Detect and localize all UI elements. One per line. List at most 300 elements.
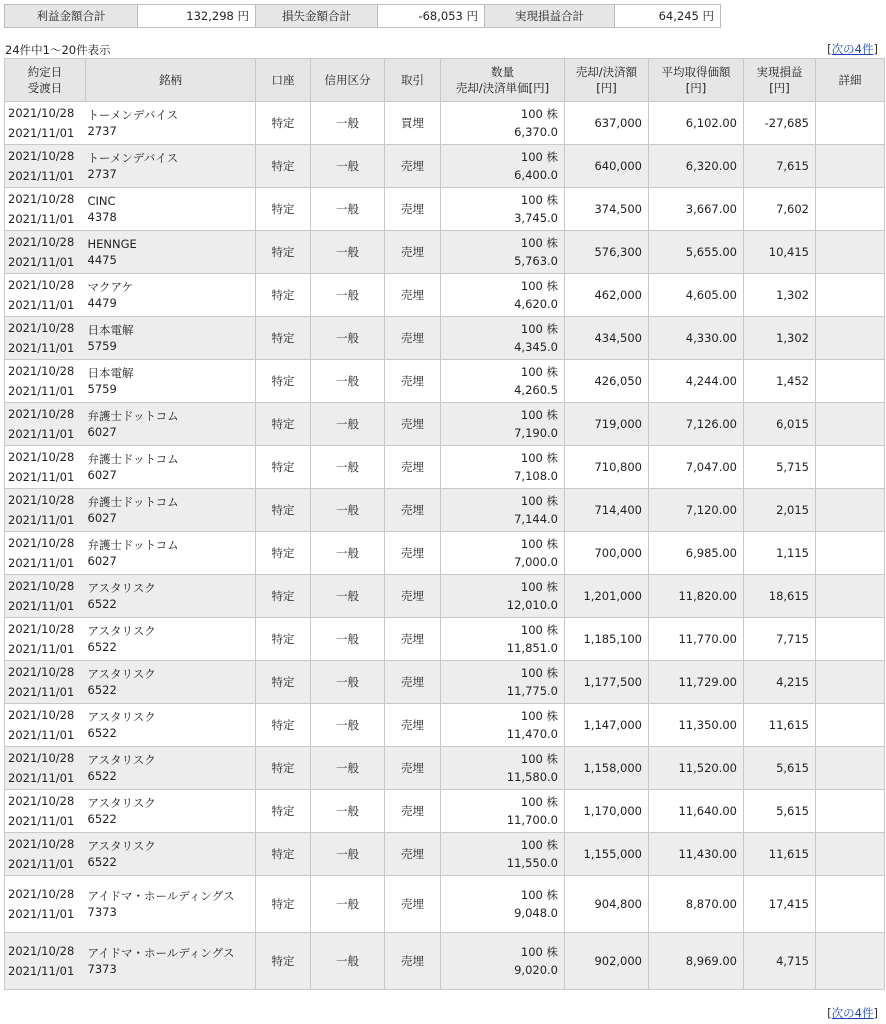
security-name: アスタリスク <box>87 839 156 853</box>
security-name: アスタリスク <box>87 710 156 724</box>
security-code: 6522 <box>87 640 117 654</box>
settlement-amount: 1,155,000 <box>565 833 649 876</box>
avg-acquisition-price: 11,430.00 <box>649 833 744 876</box>
date-cell <box>5 360 86 403</box>
trade-date: 2021/10/28 <box>8 536 75 550</box>
avg-acquisition-price: 11,520.00 <box>649 747 744 790</box>
avg-acquisition-price: 6,320.00 <box>649 145 744 188</box>
security-code: 2737 <box>87 124 117 138</box>
quantity: 100 株 <box>520 888 558 902</box>
detail-cell <box>816 145 885 188</box>
avg-acquisition-price: 8,969.00 <box>649 933 744 990</box>
detail-cell <box>816 317 885 360</box>
realized-pl: 4,715 <box>744 933 816 990</box>
next-page-link[interactable]: 次の4件 <box>831 42 874 56</box>
trade-type: 売埋 <box>385 933 441 990</box>
trade-type: 売埋 <box>385 661 441 704</box>
credit-type: 一般 <box>311 145 385 188</box>
security-cell <box>86 446 256 489</box>
trade-date: 2021/10/28 <box>8 944 75 958</box>
security-code: 7373 <box>87 905 117 919</box>
avg-acquisition-price: 5,655.00 <box>649 231 744 274</box>
unit-price: 7,108.0 <box>514 469 558 483</box>
account-type: 特定 <box>256 403 311 446</box>
unit-price: 11,470.0 <box>506 727 558 741</box>
credit-type: 一般 <box>311 317 385 360</box>
realized-pl: 2,015 <box>744 489 816 532</box>
quantity: 100 株 <box>520 795 558 809</box>
trade-date: 2021/10/28 <box>8 106 75 120</box>
avg-acquisition-price: 4,244.00 <box>649 360 744 403</box>
unit-price: 4,260.5 <box>514 383 558 397</box>
security-cell <box>86 933 256 990</box>
security-cell <box>86 489 256 532</box>
credit-type: 一般 <box>311 102 385 145</box>
quantity: 100 株 <box>520 408 558 422</box>
realized-pl: 10,415 <box>744 231 816 274</box>
settlement-amount: 462,000 <box>565 274 649 317</box>
realized-pl: 5,615 <box>744 790 816 833</box>
trade-type: 売埋 <box>385 446 441 489</box>
quantity: 100 株 <box>520 666 558 680</box>
settlement-amount: 1,147,000 <box>565 704 649 747</box>
security-cell <box>86 403 256 446</box>
detail-cell <box>816 102 885 145</box>
quantity: 100 株 <box>520 838 558 852</box>
unit-price: 5,763.0 <box>514 254 558 268</box>
account-type: 特定 <box>256 489 311 532</box>
account-type: 特定 <box>256 933 311 990</box>
date-cell <box>5 446 86 489</box>
avg-acquisition-price: 11,729.00 <box>649 661 744 704</box>
trade-date: 2021/10/28 <box>8 321 75 335</box>
date-cell <box>5 317 86 360</box>
account-type: 特定 <box>256 532 311 575</box>
detail-cell <box>816 403 885 446</box>
unit-price: 11,550.0 <box>506 856 558 870</box>
trade-date: 2021/10/28 <box>8 364 75 378</box>
settlement-amount: 714,400 <box>565 489 649 532</box>
trade-type: 売埋 <box>385 704 441 747</box>
trade-date: 2021/10/28 <box>8 450 75 464</box>
realized-pl: 7,602 <box>744 188 816 231</box>
settle-date: 2021/11/01 <box>8 964 75 978</box>
quantity: 100 株 <box>520 236 558 250</box>
settlement-amount: 1,185,100 <box>565 618 649 661</box>
security-code: 6522 <box>87 769 117 783</box>
trade-type: 売埋 <box>385 575 441 618</box>
table-row <box>5 317 885 360</box>
security-code: 6027 <box>87 425 117 439</box>
account-type: 特定 <box>256 317 311 360</box>
trade-type: 売埋 <box>385 403 441 446</box>
security-name: CINC <box>87 194 116 208</box>
account-type: 特定 <box>256 360 311 403</box>
avg-acquisition-price: 4,330.00 <box>649 317 744 360</box>
security-name: 日本電解 <box>87 323 134 337</box>
trade-date: 2021/10/28 <box>8 837 75 851</box>
detail-cell <box>816 618 885 661</box>
date-cell <box>5 575 86 618</box>
trade-date: 2021/10/28 <box>8 794 75 808</box>
trade-type: 売埋 <box>385 876 441 933</box>
security-name: 弁護士ドットコム <box>87 495 179 509</box>
trade-date: 2021/10/28 <box>8 493 75 507</box>
detail-cell <box>816 532 885 575</box>
avg-acquisition-price: 7,120.00 <box>649 489 744 532</box>
detail-cell <box>816 489 885 532</box>
date-cell <box>5 833 86 876</box>
trade-date: 2021/10/28 <box>8 192 75 206</box>
header-realized-pl: 実現損益 [円] <box>744 59 816 102</box>
quantity: 100 株 <box>520 365 558 379</box>
avg-acquisition-price: 11,350.00 <box>649 704 744 747</box>
table-row <box>5 489 885 532</box>
header-name: 銘柄 <box>86 59 256 102</box>
realized-pl: 1,115 <box>744 532 816 575</box>
realized-pl: 7,715 <box>744 618 816 661</box>
unit-price: 6,370.0 <box>514 125 558 139</box>
credit-type: 一般 <box>311 833 385 876</box>
security-code: 5759 <box>87 382 117 396</box>
qty-price-cell <box>441 317 565 360</box>
credit-type: 一般 <box>311 188 385 231</box>
account-type: 特定 <box>256 188 311 231</box>
realized-total-value: 64,245 円 <box>615 5 721 28</box>
trade-type: 売埋 <box>385 489 441 532</box>
qty-price-cell <box>441 403 565 446</box>
settle-date: 2021/11/01 <box>8 169 75 183</box>
quantity: 100 株 <box>520 945 558 959</box>
settle-date: 2021/11/01 <box>8 642 75 656</box>
quantity: 100 株 <box>520 494 558 508</box>
settlement-amount: 700,000 <box>565 532 649 575</box>
security-name: 日本電解 <box>87 366 134 380</box>
trade-date: 2021/10/28 <box>8 665 75 679</box>
security-cell <box>86 360 256 403</box>
security-code: 6522 <box>87 683 117 697</box>
security-code: 6522 <box>87 597 117 611</box>
qty-price-cell <box>441 446 565 489</box>
security-cell <box>86 661 256 704</box>
detail-cell <box>816 575 885 618</box>
result-count: 24件中1～20件表示 <box>5 43 111 57</box>
trade-type: 売埋 <box>385 317 441 360</box>
detail-cell <box>816 446 885 489</box>
account-type: 特定 <box>256 876 311 933</box>
realized-pl: 1,452 <box>744 360 816 403</box>
settle-date: 2021/11/01 <box>8 599 75 613</box>
settle-date: 2021/11/01 <box>8 771 75 785</box>
pagination-top: [次の4件] <box>827 42 878 56</box>
settlement-amount: 710,800 <box>565 446 649 489</box>
trade-type: 売埋 <box>385 833 441 876</box>
security-cell <box>86 575 256 618</box>
account-type: 特定 <box>256 274 311 317</box>
security-name: アイドマ・ホールディングス <box>87 946 235 960</box>
quantity: 100 株 <box>520 623 558 637</box>
settlement-amount: 1,170,000 <box>565 790 649 833</box>
credit-type: 一般 <box>311 618 385 661</box>
detail-cell <box>816 704 885 747</box>
account-type: 特定 <box>256 618 311 661</box>
credit-type: 一般 <box>311 790 385 833</box>
account-type: 特定 <box>256 575 311 618</box>
settle-date: 2021/11/01 <box>8 685 75 699</box>
qty-price-cell <box>441 933 565 990</box>
avg-acquisition-price: 4,605.00 <box>649 274 744 317</box>
quantity: 100 株 <box>520 709 558 723</box>
header-dates: 約定日 受渡日 <box>5 59 86 102</box>
unit-price: 7,190.0 <box>514 426 558 440</box>
date-cell <box>5 145 86 188</box>
avg-acquisition-price: 7,047.00 <box>649 446 744 489</box>
trade-type: 売埋 <box>385 231 441 274</box>
trade-type: 売埋 <box>385 360 441 403</box>
avg-acquisition-price: 11,640.00 <box>649 790 744 833</box>
security-cell <box>86 188 256 231</box>
trade-history-table <box>4 58 885 990</box>
trade-type: 売埋 <box>385 188 441 231</box>
credit-type: 一般 <box>311 532 385 575</box>
settle-date: 2021/11/01 <box>8 907 75 921</box>
unit-price: 12,010.0 <box>506 598 558 612</box>
header-account: 口座 <box>256 59 311 102</box>
table-row <box>5 360 885 403</box>
unit-price: 4,620.0 <box>514 297 558 311</box>
header-trade: 取引 <box>385 59 441 102</box>
realized-pl: 5,715 <box>744 446 816 489</box>
qty-price-cell <box>441 661 565 704</box>
security-code: 6522 <box>87 812 117 826</box>
detail-cell <box>816 933 885 990</box>
summary-bar <box>4 4 721 28</box>
realized-pl: 17,415 <box>744 876 816 933</box>
trade-type: 売埋 <box>385 790 441 833</box>
settle-date: 2021/11/01 <box>8 427 75 441</box>
loss-total-label: 損失金額合計 <box>256 5 378 28</box>
realized-pl: 11,615 <box>744 704 816 747</box>
security-name: 弁護士ドットコム <box>87 452 179 466</box>
credit-type: 一般 <box>311 360 385 403</box>
credit-type: 一般 <box>311 575 385 618</box>
loss-total-value: -68,053 円 <box>378 5 485 28</box>
security-cell <box>86 704 256 747</box>
profit-total-label: 利益金額合計 <box>5 5 138 28</box>
qty-price-cell <box>441 145 565 188</box>
quantity: 100 株 <box>520 451 558 465</box>
realized-pl: 5,615 <box>744 747 816 790</box>
qty-price-cell <box>441 704 565 747</box>
security-name: アイドマ・ホールディングス <box>87 889 235 903</box>
pagination-bottom: [次の4件] <box>827 1006 878 1020</box>
quantity: 100 株 <box>520 752 558 766</box>
security-code: 6027 <box>87 511 117 525</box>
account-type: 特定 <box>256 833 311 876</box>
table-row <box>5 532 885 575</box>
detail-cell <box>816 876 885 933</box>
table-row <box>5 403 885 446</box>
table-row <box>5 274 885 317</box>
quantity: 100 株 <box>520 279 558 293</box>
quantity: 100 株 <box>520 537 558 551</box>
table-body <box>5 102 885 990</box>
security-name: マクアケ <box>87 280 134 294</box>
security-code: 4479 <box>87 296 117 310</box>
realized-pl: 1,302 <box>744 317 816 360</box>
account-type: 特定 <box>256 661 311 704</box>
avg-acquisition-price: 11,820.00 <box>649 575 744 618</box>
settlement-amount: 640,000 <box>565 145 649 188</box>
account-type: 特定 <box>256 446 311 489</box>
realized-pl: 1,302 <box>744 274 816 317</box>
credit-type: 一般 <box>311 231 385 274</box>
security-name: トーメンデバイス <box>87 151 179 165</box>
unit-price: 11,580.0 <box>506 770 558 784</box>
settle-date: 2021/11/01 <box>8 556 75 570</box>
unit-price: 11,851.0 <box>506 641 558 655</box>
settlement-amount: 902,000 <box>565 933 649 990</box>
trade-type: 売埋 <box>385 747 441 790</box>
credit-type: 一般 <box>311 403 385 446</box>
avg-acquisition-price: 7,126.00 <box>649 403 744 446</box>
credit-type: 一般 <box>311 446 385 489</box>
account-type: 特定 <box>256 145 311 188</box>
qty-price-cell <box>441 231 565 274</box>
settlement-amount: 374,500 <box>565 188 649 231</box>
security-code: 6522 <box>87 855 117 869</box>
header-credit: 信用区分 <box>311 59 385 102</box>
trade-type: 買埋 <box>385 102 441 145</box>
unit-price: 4,345.0 <box>514 340 558 354</box>
trade-date: 2021/10/28 <box>8 149 75 163</box>
detail-cell <box>816 661 885 704</box>
qty-price-cell <box>441 102 565 145</box>
trade-type: 売埋 <box>385 532 441 575</box>
security-code: 2737 <box>87 167 117 181</box>
trade-type: 売埋 <box>385 145 441 188</box>
table-row <box>5 933 885 990</box>
trade-date: 2021/10/28 <box>8 708 75 722</box>
security-cell <box>86 317 256 360</box>
trade-date: 2021/10/28 <box>8 622 75 636</box>
security-cell <box>86 876 256 933</box>
detail-cell <box>816 274 885 317</box>
realized-pl: 4,215 <box>744 661 816 704</box>
security-code: 4378 <box>87 210 117 224</box>
settlement-amount: 637,000 <box>565 102 649 145</box>
account-type: 特定 <box>256 231 311 274</box>
trade-date: 2021/10/28 <box>8 751 75 765</box>
table-row <box>5 231 885 274</box>
trade-type: 売埋 <box>385 274 441 317</box>
date-cell <box>5 933 86 990</box>
credit-type: 一般 <box>311 704 385 747</box>
table-header <box>5 59 885 102</box>
avg-acquisition-price: 3,667.00 <box>649 188 744 231</box>
qty-price-cell <box>441 747 565 790</box>
security-cell <box>86 231 256 274</box>
unit-price: 9,048.0 <box>514 906 558 920</box>
settlement-amount: 1,201,000 <box>565 575 649 618</box>
security-name: アスタリスク <box>87 796 156 810</box>
credit-type: 一般 <box>311 876 385 933</box>
security-cell <box>86 833 256 876</box>
credit-type: 一般 <box>311 274 385 317</box>
unit-price: 7,144.0 <box>514 512 558 526</box>
next-page-link[interactable]: 次の4件 <box>831 1006 874 1020</box>
account-type: 特定 <box>256 704 311 747</box>
credit-type: 一般 <box>311 747 385 790</box>
qty-price-cell <box>441 833 565 876</box>
qty-price-cell <box>441 489 565 532</box>
qty-price-cell <box>441 274 565 317</box>
date-cell <box>5 102 86 145</box>
realized-total-label: 実現損益合計 <box>485 5 615 28</box>
detail-cell <box>816 790 885 833</box>
settle-date: 2021/11/01 <box>8 212 75 226</box>
date-cell <box>5 661 86 704</box>
account-type: 特定 <box>256 102 311 145</box>
security-code: 4475 <box>87 253 117 267</box>
realized-pl: -27,685 <box>744 102 816 145</box>
unit-price: 9,020.0 <box>514 963 558 977</box>
security-cell <box>86 102 256 145</box>
quantity: 100 株 <box>520 150 558 164</box>
unit-price: 6,400.0 <box>514 168 558 182</box>
security-code: 6027 <box>87 468 117 482</box>
security-cell <box>86 618 256 661</box>
qty-price-cell <box>441 618 565 661</box>
unit-price: 3,745.0 <box>514 211 558 225</box>
trade-date: 2021/10/28 <box>8 407 75 421</box>
realized-pl: 18,615 <box>744 575 816 618</box>
settle-date: 2021/11/01 <box>8 470 75 484</box>
quantity: 100 株 <box>520 193 558 207</box>
quantity: 100 株 <box>520 322 558 336</box>
security-name: アスタリスク <box>87 624 156 638</box>
detail-cell <box>816 188 885 231</box>
date-cell <box>5 532 86 575</box>
trade-type: 売埋 <box>385 618 441 661</box>
settlement-amount: 904,800 <box>565 876 649 933</box>
security-name: 弁護士ドットコム <box>87 409 179 423</box>
unit-price: 11,700.0 <box>506 813 558 827</box>
table-row <box>5 833 885 876</box>
settlement-amount: 1,158,000 <box>565 747 649 790</box>
security-name: HENNGE <box>87 237 137 251</box>
credit-type: 一般 <box>311 933 385 990</box>
table-row <box>5 790 885 833</box>
header-avg-price: 平均取得価額 [円] <box>649 59 744 102</box>
unit-price: 7,000.0 <box>514 555 558 569</box>
security-name: 弁護士ドットコム <box>87 538 179 552</box>
table-row <box>5 704 885 747</box>
quantity: 100 株 <box>520 107 558 121</box>
date-cell <box>5 231 86 274</box>
settle-date: 2021/11/01 <box>8 255 75 269</box>
header-amount: 売却/決済額 [円] <box>565 59 649 102</box>
qty-price-cell <box>441 575 565 618</box>
settle-date: 2021/11/01 <box>8 384 75 398</box>
settlement-amount: 719,000 <box>565 403 649 446</box>
table-row <box>5 446 885 489</box>
table-row <box>5 661 885 704</box>
realized-pl: 6,015 <box>744 403 816 446</box>
qty-price-cell <box>441 790 565 833</box>
avg-acquisition-price: 11,770.00 <box>649 618 744 661</box>
table-row <box>5 188 885 231</box>
